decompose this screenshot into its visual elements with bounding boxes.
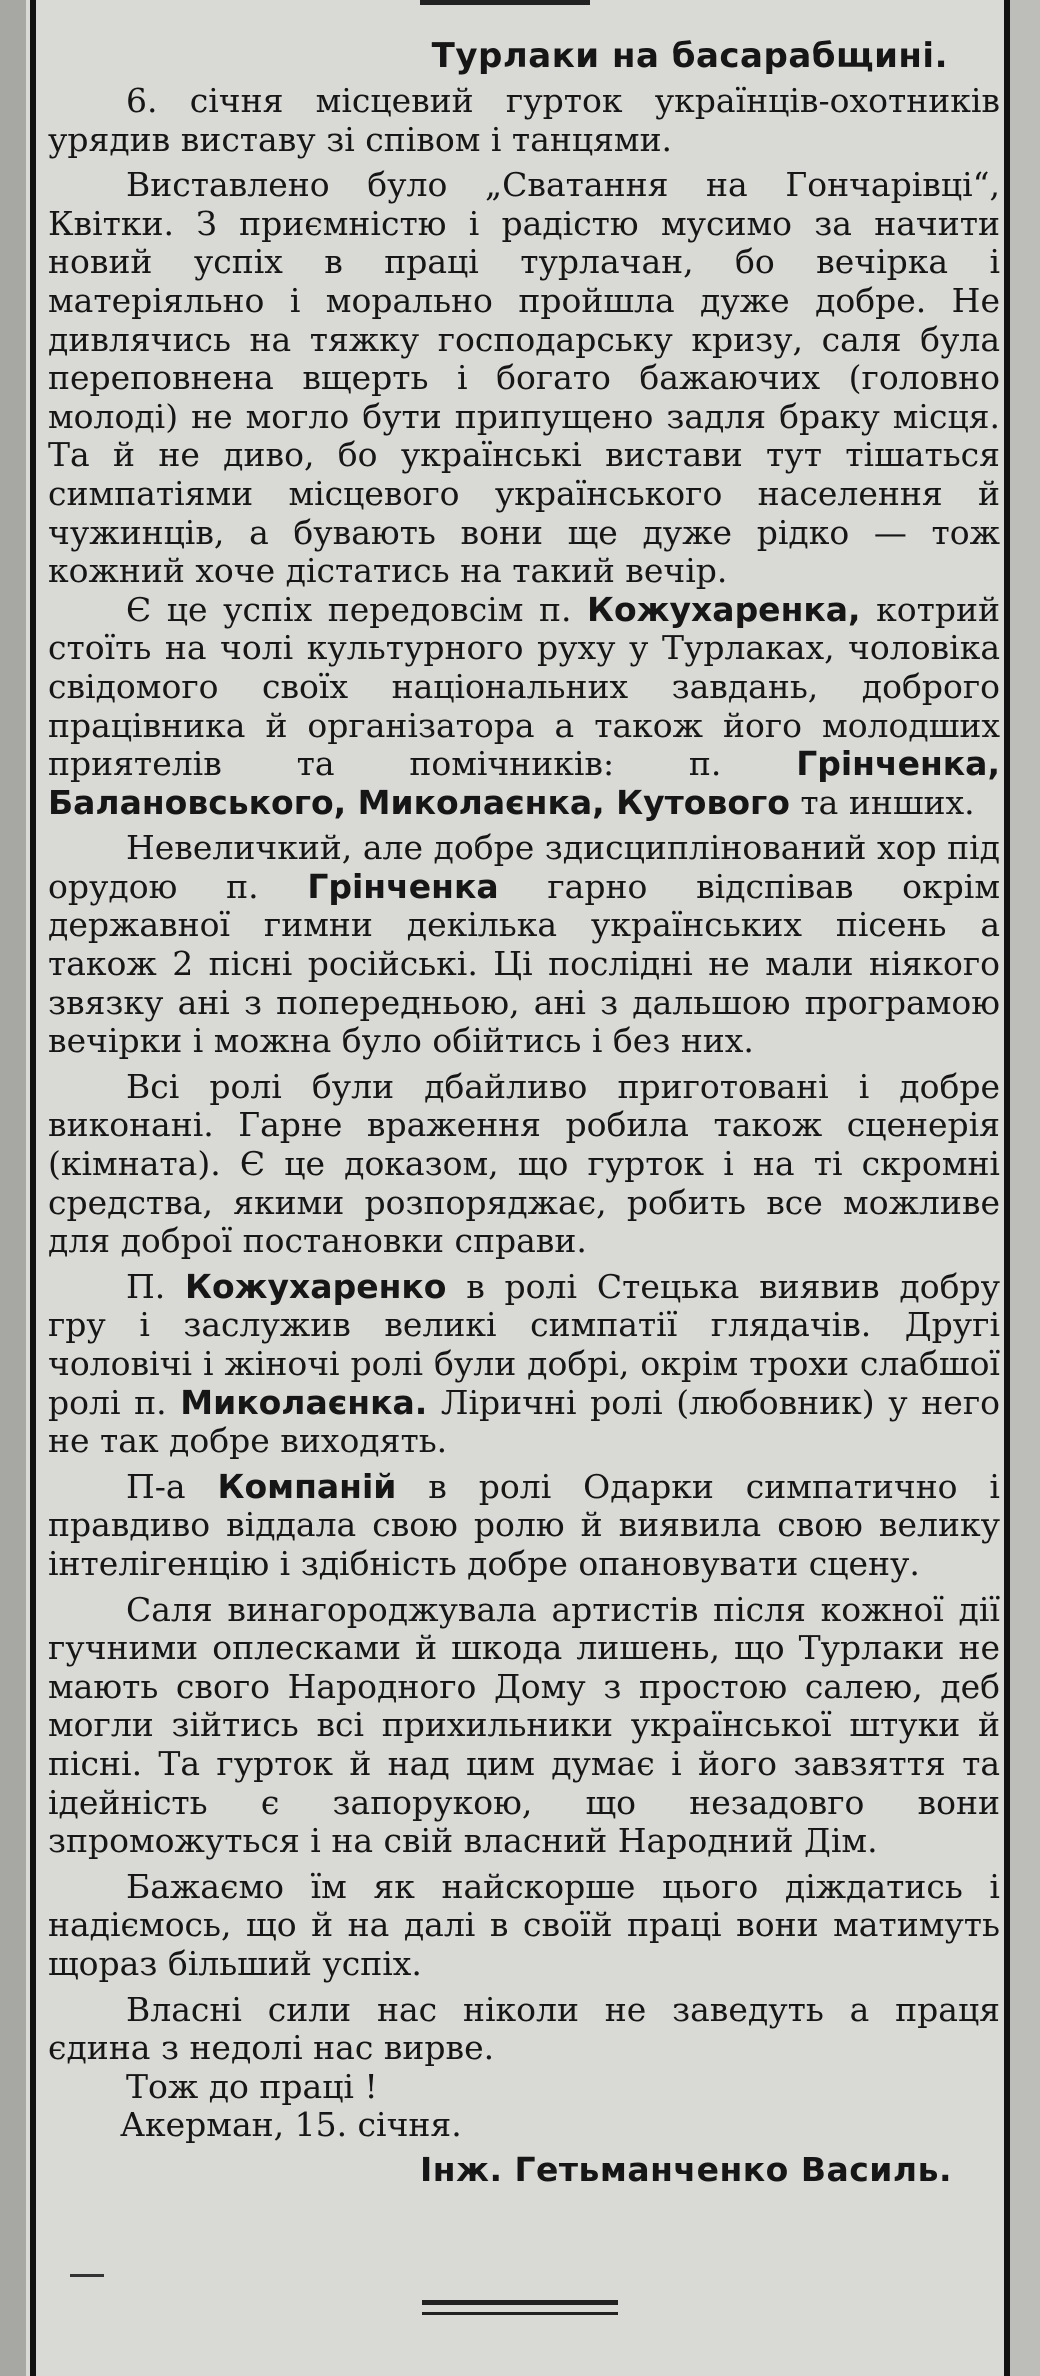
left-page-edge bbox=[0, 0, 26, 2376]
name-kozhukharenko-2: Кожухаренко bbox=[185, 1266, 447, 1306]
author-signature: Інж. Гетьманченко Василь. bbox=[420, 2149, 952, 2189]
name-grinchenko: Грінченка bbox=[307, 866, 499, 906]
article bbox=[48, 34, 1000, 2189]
paragraph-6-text-2: в ролі Стецька виявив добру гру і заслужив великі симпатії глядачів. Другі чоловічі і жіночі ролі були добрі, окрім трохи слабшої ролі п. bbox=[48, 1266, 1000, 1422]
paragraph-6-text-1: П. bbox=[126, 1266, 186, 1306]
paragraph-8: Саля винагороджувала артистів після кожної дії гучними оплесками й шкода лишень, що Турлаки не мають свого Народного Дому з простою салею, деб могли зійтись всі прихильники української штуки й пісні. Та гурток й над цим думає і його завзяття та ідейність є запорукою, що незадовго вони зпроможуться і на свій власний Народний Дім. bbox=[48, 1589, 1000, 1861]
place-date: Акерман, 15. січня. bbox=[120, 2105, 462, 2145]
paragraph-6 bbox=[48, 1268, 1000, 1461]
top-separator-rule bbox=[420, 0, 590, 5]
paragraph-7 bbox=[48, 1468, 1000, 1584]
paragraph-4 bbox=[48, 829, 1000, 1061]
paragraph-4-text-2: гарно відспівав окрім державної гимни декілька українських пісень а також 2 пісні російські. Ці послідні не мали ніякого звязку ані з попередньою, ані з дальшою програмою вечірки і можна було обійтись і без них. bbox=[48, 866, 1000, 1061]
paragraph-1: 6. січня місцевий гурток українців-охотників урядив виставу зі співом і танцями. bbox=[48, 81, 1000, 159]
paragraph-9: Бажаємо їм як найскорше цього діждатись і надіємось, що й на далі в своїй праці вони матимуть щораз більший успіх. bbox=[48, 1866, 1000, 1983]
paragraph-3-text-3: та инших. bbox=[789, 782, 975, 822]
bottom-separator-rule bbox=[422, 2300, 618, 2305]
paragraph-7-text-1: П-а bbox=[126, 1466, 218, 1506]
name-kompaniy: Компаній bbox=[217, 1466, 397, 1506]
paragraph-2: Виставлено було „Сватання на Гончарівці“, Квітки. З приємністю і радістю мусимо за начити новий успіх в праці турлачан, бо вечірка і матеріяльно і морально пройшла дуже добре. Не дивлячись на тяжку господарську кризу, саля була переповнена вщерть і богато бажаючих (головно молоді) не могло бути припущено задля браку місця. Та й не диво, бо українські вистави тут тішаться симпатіями місцевого українського населення й чужинців, а бувають вони ще дуже рідко — тож кожний хоче дістатись на такий вечір. bbox=[48, 165, 1000, 591]
name-mykolaenko: Миколаєнка. bbox=[180, 1382, 428, 1422]
left-column-rule bbox=[30, 0, 36, 2376]
bottom-separator-rule-2 bbox=[422, 2312, 618, 2315]
paragraph-3-text-1: Є це успіх передовсім п. bbox=[126, 589, 588, 629]
paragraph-5: Всі ролі були дбайливо приготовані і добре виконані. Гарне враження робила також сценерія (кімната). Є це доказом, що гурток і на ті скромні средства, якими розпоряджає, робить все можливе для доброї постановки справи. bbox=[48, 1066, 1000, 1261]
name-kozhukharenko: Кожухаренка, bbox=[587, 589, 861, 629]
names-helpers: Грінченка, Балановського, Миколаєнка, Кутового bbox=[48, 744, 1000, 822]
article-headline: Турлаки на басарабщині. bbox=[431, 36, 948, 76]
closing-line: Тож до праці ! bbox=[126, 2066, 378, 2106]
small-dash-mark bbox=[70, 2274, 104, 2277]
right-page-edge bbox=[1010, 0, 1040, 2376]
paragraph-7-text-2: в ролі Одарки симпатично і правдиво віддала свою ролю й виявила свою велику інтелігенцію і здібність добре опановувати сцену. bbox=[48, 1466, 1000, 1583]
paragraph-10: Власні сили нас ніколи не заведуть а праця єдина з недолі нас вирве. bbox=[48, 1989, 1000, 2068]
paragraph-3-text-2: котрий стоїть на чолі культурного руху у Турлаках, чоловіка свідомого своїх національних завдань, доброго працівника й організатора а також його молодших приятелів та помічників: п. bbox=[48, 589, 1001, 784]
paragraph-4-text-1: Невеличкий, але добре здисциплінований хор під орудою п. bbox=[48, 828, 1000, 906]
paragraph-6-text-3: Ліричні ролі (любовник) у него не так добре виходять. bbox=[48, 1382, 1000, 1461]
paragraph-3 bbox=[48, 591, 1000, 823]
